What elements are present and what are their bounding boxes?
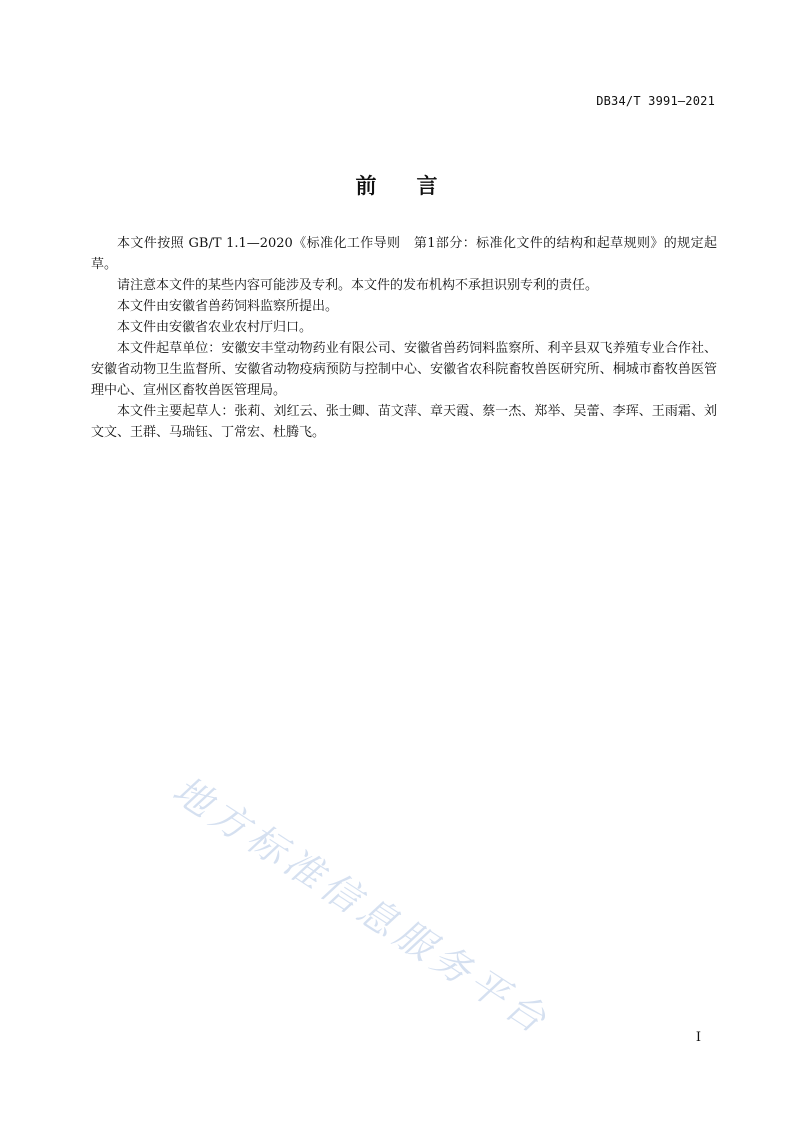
paragraph-proposer: 本文件由安徽省兽药饲料监察所提出。	[117, 299, 339, 314]
page-title: 前言	[355, 174, 478, 198]
page-number: I	[695, 1030, 701, 1045]
paragraph-patent-notice: 请注意本文件的某些内容可能涉及专利。本文件的发布机构不承担识别专利的责任。	[117, 278, 599, 293]
paragraph-drafting-rules: 本文件按照 GB/T 1.1—2020《标准化工作导则 第1部分：标准化文件的结构和起草规则》的规定起草。	[91, 236, 717, 272]
document-code: DB34/T 3991—2021	[596, 94, 715, 108]
paragraph-drafters: 本文件主要起草人：张莉、刘红云、张士卿、苗文萍、章天霞、蔡一杰、郑举、吴蕾、李珲、王雨霜、刘文文、王群、马瑞钰、丁常宏、杜腾飞。	[91, 404, 717, 440]
foreword-body	[91, 233, 717, 443]
paragraph-drafting-units: 本文件起草单位：安徽安丰堂动物药业有限公司、安徽省兽药饲料监察所、利辛县双飞养殖专业合作社、安徽省动物卫生监督所、安徽省动物疫病预防与控制中心、安徽省农科院畜牧兽医研究所、桐城市畜牧兽医管理中心、宣州区畜牧兽医管理局。	[91, 341, 717, 398]
paragraph-centralized-by: 本文件由安徽省农业农村厅归口。	[117, 320, 313, 335]
watermark-text: 地方标准信息服务平台	[165, 767, 559, 1045]
